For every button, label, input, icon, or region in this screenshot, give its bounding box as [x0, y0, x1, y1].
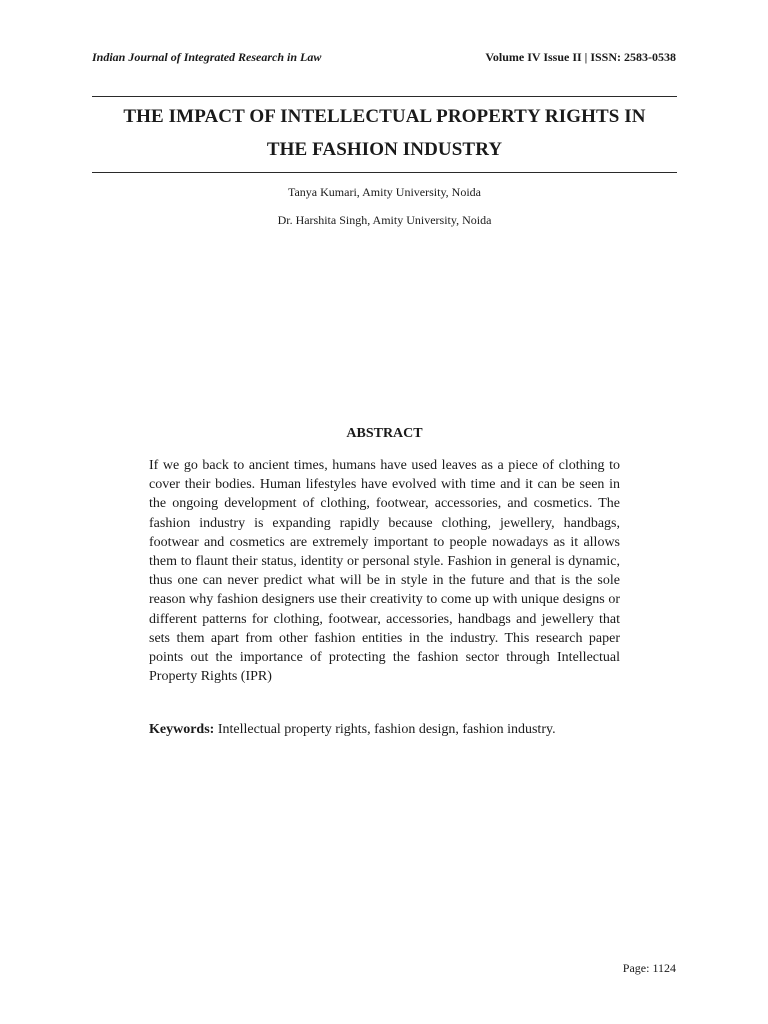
running-header — [92, 50, 676, 68]
abstract-heading: ABSTRACT — [346, 426, 423, 441]
keywords — [149, 720, 620, 739]
author-2: Dr. Harshita Singh, Amity University, Noida — [277, 213, 492, 227]
paper-title — [92, 100, 677, 166]
author-list — [92, 183, 677, 239]
abstract-body: If we go back to ancient times, humans have used leaves as a piece of clothing to cover their bodies. Human lifestyles have evolved with time and it can be seen in the ongoing development of clothing, footwear, accessories, and cosmetics. The fashion industry is expanding rapidly because clothing, jewellery, handbags, footwear and cosmetics are extremely important to people nowadays as it allows them to flaunt their status, identity or personal style. Fashion in general is dynamic, thus one can never predict what will be in style in the future and that is the sole reason why fashion designers use their creativity to come up with unique designs or different patterns for clothing, footwear, accessories, handbags and jewellery that sets them apart from other fashion entities in the industry. This research paper points out the importance of protecting the fashion sector through Intellectual Property Rights (IPR) — [149, 458, 620, 685]
keywords-label: Keywords: — [149, 722, 215, 737]
paper-title-line-1: THE IMPACT OF INTELLECTUAL PROPERTY RIGHTS IN — [123, 106, 646, 127]
volume-issn: Volume IV Issue II | ISSN: 2583-0538 — [485, 50, 676, 64]
page-number: Page: 1124 — [622, 961, 676, 975]
keywords-text: Intellectual property rights, fashion design, fashion industry. — [214, 722, 556, 737]
paper-title-line-2: THE FASHION INDUSTRY — [266, 139, 503, 160]
author-1: Tanya Kumari, Amity University, Noida — [287, 185, 481, 199]
title-top-rule — [92, 96, 677, 97]
title-bottom-rule — [92, 172, 677, 173]
journal-name: Indian Journal of Integrated Research in Law — [92, 50, 322, 64]
